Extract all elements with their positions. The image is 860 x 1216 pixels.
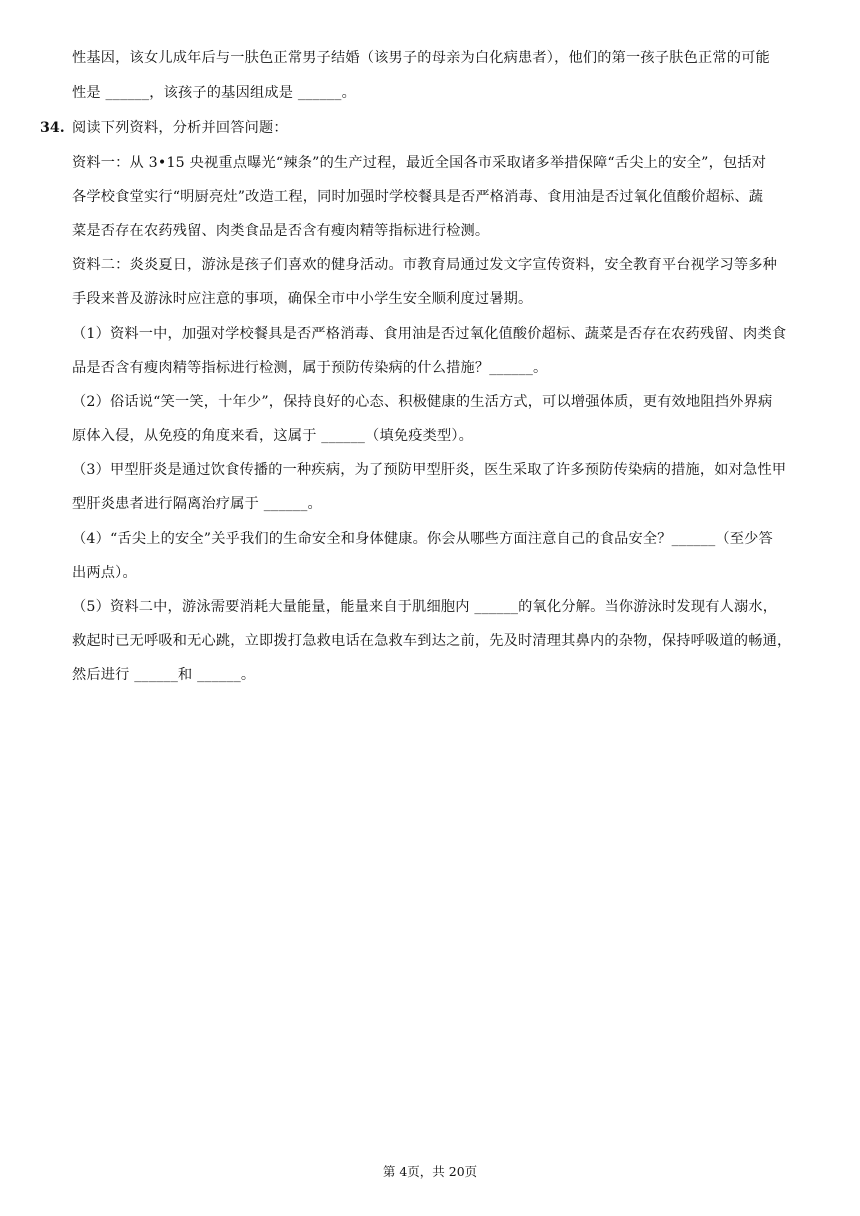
subquestion-5-line-1: （5）资料二中，游泳需要消耗大量能量，能量来自于肌细胞内 ______的氧化分解。当你游泳时发现有人溺水，	[72, 599, 778, 615]
subquestion-5-line-3: 然后进行 ______和 ______。	[72, 667, 256, 683]
page-footer: 第 4页，共 20页	[382, 1164, 478, 1179]
subquestion-1-line-1: （1）资料一中，加强对学校餐具是否严格消毒、食用油是否过氧化值酸价超标、蔬菜是否存在农药残留、肉类食	[72, 326, 787, 342]
material-two-line-1: 资料二：炎炎夏日，游泳是孩子们喜欢的健身活动。市教育局通过发文字宣传资料，安全教育平台视学习等多种	[72, 257, 777, 273]
question-prompt: 阅读下列资料，分析并回答问题：	[72, 120, 288, 136]
subquestion-1-line-2: 品是否含有瘦肉精等指标进行检测，属于预防传染病的什么措施？______。	[72, 360, 548, 376]
subquestion-2-line-2: 原体入侵，从免疫的角度来看，这属于 ______（填免疫类型）。	[72, 428, 474, 444]
text-line-2: 性是 ______，该孩子的基因组成是 ______。	[72, 85, 356, 101]
subquestion-2-line-1: （2）俗话说“笑一笑，十年少”，保持良好的心态、积极健康的生活方式，可以增强体质，更有效地阻挡外界病	[72, 394, 773, 410]
subquestion-4-line-2: 出两点）。	[72, 565, 137, 581]
subquestion-5-line-2: 救起时已无呼吸和无心跳，立即拨打急救电话在急救车到达之前，先及时清理其鼻内的杂物，保持呼吸道的畅通，	[72, 633, 792, 649]
subquestion-3-line-2: 型肝炎患者进行隔离治疗属于 ______。	[72, 496, 322, 512]
question-number: 34.	[40, 120, 65, 136]
material-one-line-2: 各学校食堂实行“明厨亮灶”改造工程，同时加强时学校餐具是否严格消毒、食用油是否过氧化值酸价超标、蔬	[72, 189, 764, 205]
material-two-line-2: 手段来普及游泳时应注意的事项，确保全市中小学生安全顺利度过暑期。	[72, 291, 533, 307]
material-one-line-3: 菜是否存在农药残留、肉类食品是否含有瘦肉精等指标进行检测。	[72, 223, 490, 239]
subquestion-4-line-1: （4）“舌尖上的安全”关乎我们的生命安全和身体健康。你会从哪些方面注意自己的食品安全？______（至少答	[72, 531, 773, 547]
text-line-1: 性基因，该女儿成年后与一肤色正常男子结婚（该男子的母亲为白化病患者），他们的第一孩子肤色正常的可能	[72, 50, 770, 66]
material-one-line-1: 资料一：从 3•15 央视重点曝光“辣条”的生产过程，最近全国各市采取诸多举措保障“舌尖上的安全”，包括对	[72, 155, 767, 171]
subquestion-3-line-1: （3）甲型肝炎是通过饮食传播的一种疾病，为了预防甲型肝炎，医生采取了许多预防传染病的措施，如对急性甲	[72, 462, 787, 478]
